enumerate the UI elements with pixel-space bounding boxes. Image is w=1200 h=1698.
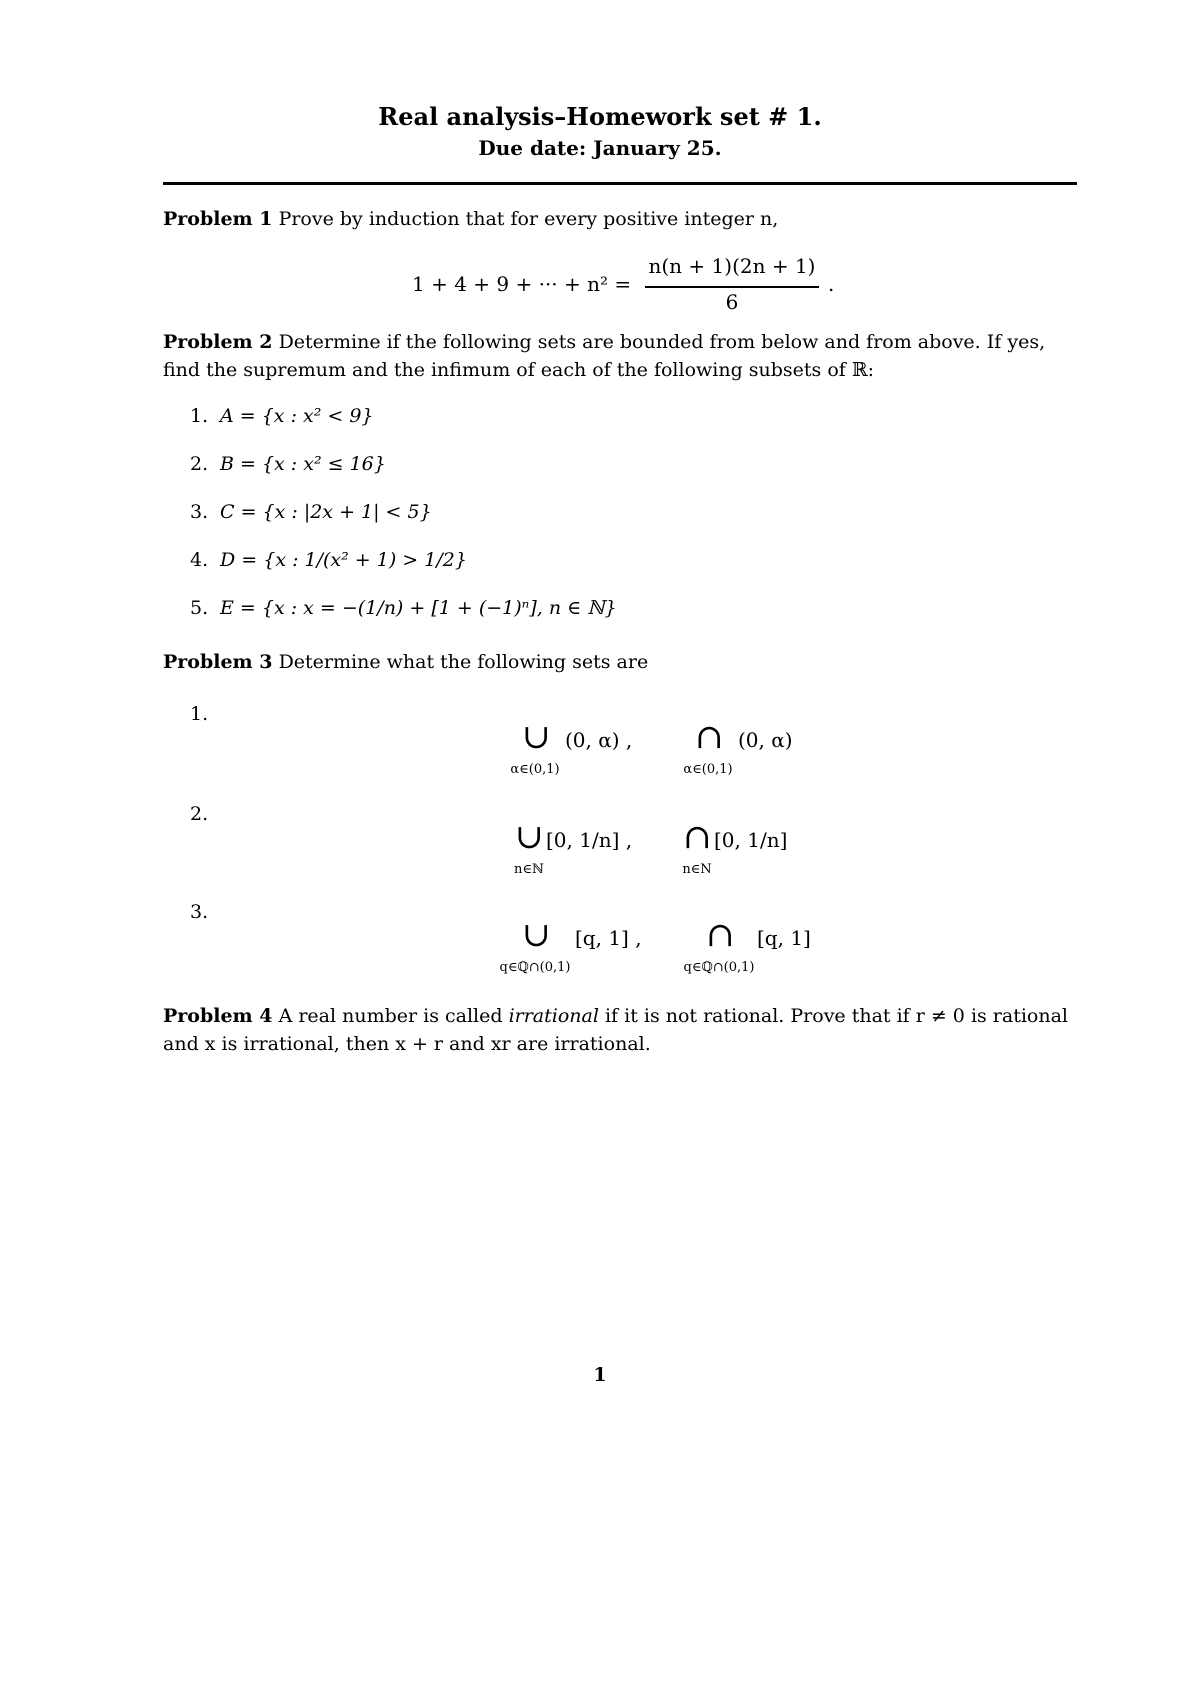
problem-4 <box>163 1002 1077 1058</box>
union-icon: ∪ <box>522 717 551 757</box>
induction-numerator: n(n + 1)(2n + 1) <box>648 254 816 278</box>
problem-3-item-number: 3. <box>190 901 209 923</box>
problem-1 <box>163 205 1077 233</box>
problem-2-text: Determine if the following sets are bounded from below and from above. If yes, find the supremum and the infimum of each of the following subsets of ℝ: <box>163 331 1046 381</box>
problem-2 <box>163 328 1077 384</box>
intersection-icon: ∩ <box>695 717 724 757</box>
intersection-icon: ∩ <box>706 915 735 955</box>
problem-1-text: Prove by induction that for every positive integer n, <box>278 208 779 230</box>
problem-4-emphasis: irrational <box>508 1005 599 1027</box>
intersection-icon: ∩ <box>683 817 712 857</box>
intersection-argument: (0, α) <box>738 728 793 752</box>
union-icon: ∪ <box>522 915 551 955</box>
problem-3-label: Problem 3 <box>163 651 273 673</box>
fraction-bar <box>645 286 819 288</box>
title-rule <box>163 182 1077 185</box>
intersection-argument: [q, 1] <box>757 926 811 950</box>
problem-4-text-a: A real number is called <box>278 1005 503 1027</box>
set-item: 2. B = {x : x² ≤ 16} <box>190 453 386 475</box>
problem-3-item-number: 2. <box>190 803 209 825</box>
union-index: n∈ℕ <box>514 862 544 877</box>
problem-1-label: Problem 1 <box>163 208 273 230</box>
intersection-argument: [0, 1/n] <box>714 828 788 852</box>
problem-4-label: Problem 4 <box>163 1005 273 1027</box>
set-item: 1. A = {x : x² < 9} <box>190 405 374 427</box>
set-item: 5. E = {x : x = −(1/n) + [1 + (−1)ⁿ], n ∈ ℕ} <box>190 597 617 619</box>
problem-3-item-number: 1. <box>190 703 209 725</box>
induction-period: . <box>828 272 835 296</box>
due-date: Due date: January 25. <box>478 136 722 160</box>
problem-4-text-b: if it is not rational. Prove that if r ≠ 0 is rational and x is irrational, then x + r and xr are irrational. <box>163 1005 1069 1055</box>
problem-2-label: Problem 2 <box>163 331 273 353</box>
page-number: 1 <box>593 1364 607 1386</box>
set-item: 4. D = {x : 1/(x² + 1) > 1/2} <box>190 549 467 571</box>
union-index: α∈(0,1) <box>510 762 560 777</box>
union-argument: [q, 1] , <box>575 926 642 950</box>
union-index: q∈ℚ∩(0,1) <box>499 960 571 975</box>
page-title: Real analysis–Homework set # 1. <box>378 102 822 131</box>
union-icon: ∪ <box>515 817 544 857</box>
intersection-index: α∈(0,1) <box>683 762 733 777</box>
problem-3 <box>163 648 1077 676</box>
problem-3-text: Determine what the following sets are <box>278 651 649 673</box>
union-argument: (0, α) , <box>565 728 633 752</box>
induction-lhs: 1 + 4 + 9 + ··· + n² = <box>412 272 632 296</box>
union-argument: [0, 1/n] , <box>546 828 633 852</box>
set-item: 3. C = {x : |2x + 1| < 5} <box>190 501 432 523</box>
intersection-index: n∈N <box>682 862 712 877</box>
intersection-index: q∈ℚ∩(0,1) <box>683 960 755 975</box>
induction-denominator: 6 <box>725 290 739 314</box>
